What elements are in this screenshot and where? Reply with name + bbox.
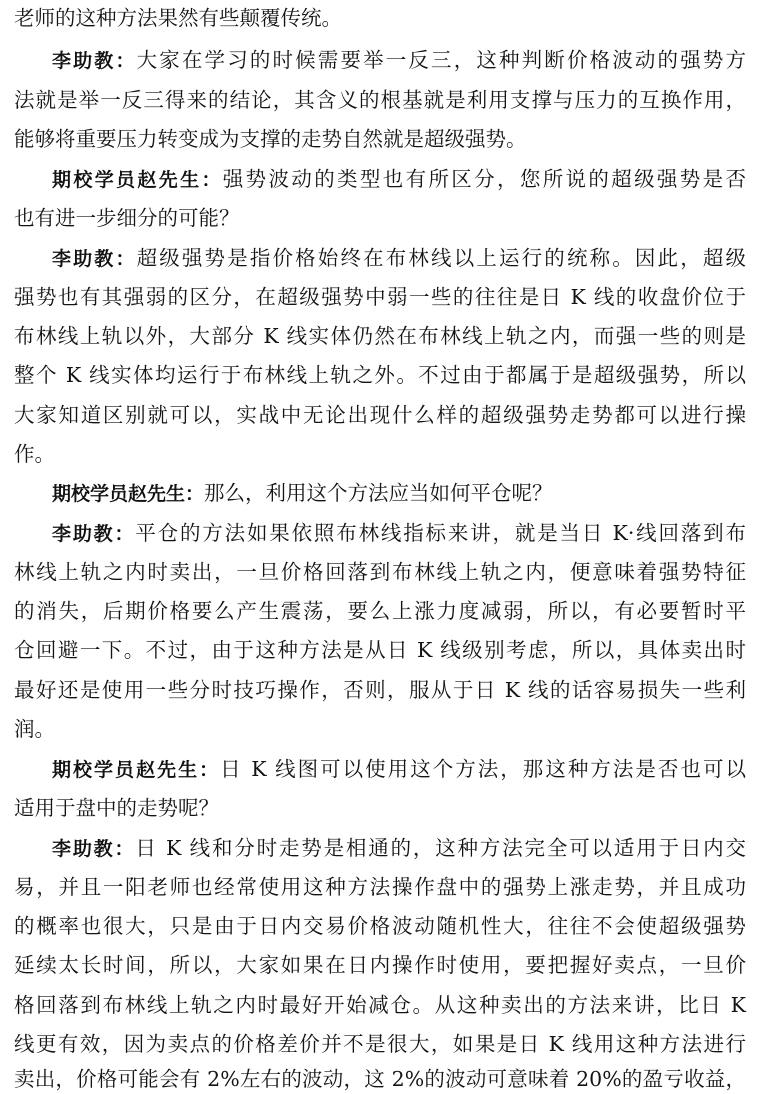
- dialogue-line-student: [52, 164, 746, 194]
- speaker-label: 期校学员赵先生：: [52, 759, 221, 781]
- line-text: 法就是举一反三得来的结论，其含义的根基就是利用支撑与压力的互换作用，: [14, 88, 746, 112]
- line-text: 易，并且一阳老师也经常使用这种方法操作盘中的强势上涨走势，并且成功: [14, 875, 746, 899]
- line-text: 强势波动的类型也有所区分，您所说的超级强势是否: [222, 167, 746, 191]
- line-text: 强势也有其强弱的区分，在超级强势中弱一些的往往是日 K 线的收盘价位于: [14, 285, 746, 309]
- text-line: [14, 714, 746, 744]
- text-line: [14, 635, 746, 665]
- line-text: 卖出，价格可能会有 2%左右的波动，这 2%的波动可意味着 20%的盈亏收益，: [14, 1067, 746, 1091]
- text-line: [14, 990, 746, 1020]
- line-text: 适用于盘中的走势呢？: [14, 796, 219, 820]
- text-line: [14, 400, 746, 430]
- speaker-label: 期校学员赵先生：: [52, 169, 223, 191]
- text-line: [14, 1064, 746, 1094]
- line-text: 最好还是使用一些分时技巧操作，否则，服从于日 K 线的话容易损失一些利: [14, 678, 746, 702]
- speaker-label: 期校学员赵先生：: [52, 483, 205, 505]
- text-line: [14, 321, 746, 351]
- line-text: 格回落到布林线上轨之内时最好开始减仓。从这种卖出的方法来讲，比日 K: [14, 993, 746, 1017]
- line-text: 林线上轨之内时卖出，一旦价格回落到布林线上轨之内，便意味着强势特征: [14, 560, 746, 584]
- text-line: [14, 439, 746, 469]
- line-text: 超级强势是指价格始终在布林线以上运行的统称。因此，超级: [136, 246, 746, 270]
- text-line: [14, 1029, 746, 1059]
- text-line: [14, 596, 746, 626]
- line-text: 老师的这种方法果然有些颠覆传统。: [14, 6, 342, 30]
- text-line: [14, 3, 746, 33]
- line-text: 整个 K 线实体均运行于布林线上轨之外。不过由于都属于是超级强势，所以: [14, 363, 746, 387]
- text-line: [14, 950, 746, 980]
- line-text: 也有进一步细分的可能？: [14, 206, 240, 230]
- speaker-label: 李助教：: [52, 523, 136, 545]
- line-text: 日 K 线和分时走势是相通的，这种方法完全可以适用于日内交: [135, 836, 746, 860]
- dialogue-line-assistant: [52, 833, 746, 863]
- text-line: [14, 911, 746, 941]
- line-text: 仓回避一下。不过，由于这种方法是从日 K 线级别考虑，所以，具体卖出时: [14, 638, 746, 662]
- text-line: [14, 282, 746, 312]
- dialogue-line-assistant: [52, 45, 746, 75]
- line-text: 大家在学习的时候需要举一反三，这种判断价格波动的强势方: [136, 48, 746, 72]
- text-line: [14, 793, 746, 823]
- text-line: [14, 124, 746, 154]
- line-text: 日 K 线图可以使用这个方法，那这种方法是否也可以: [220, 757, 746, 781]
- dialogue-line-student: [52, 478, 746, 508]
- line-text: 线更有效，因为卖点的价格差价并不是很大，如果是日 K 线用这种方法进行: [14, 1032, 746, 1056]
- text-line: [14, 360, 746, 390]
- dialogue-line-student: [52, 754, 746, 784]
- speaker-label: 李助教：: [52, 50, 137, 72]
- line-text: 的消失，后期价格要么产生震荡，要么上涨力度减弱，所以，有必要暂时平: [14, 599, 746, 623]
- text-line: [14, 85, 746, 115]
- line-text: 布林线上轨以外，大部分 K 线实体仍然在布林线上轨之内，而强一些的则是: [14, 324, 746, 348]
- line-text: 润。: [14, 717, 55, 741]
- line-text: 的概率也很大，只是由于日内交易价格波动随机性大，往往不会使超级强势: [14, 914, 746, 938]
- text-line: [14, 675, 746, 705]
- line-text: 大家知道区别就可以，实战中无论出现什么样的超级强势走势都可以进行操: [14, 403, 746, 427]
- text-line: [14, 557, 746, 587]
- speaker-label: 李助教：: [52, 838, 136, 860]
- line-text: 能够将重要压力转变成为支撑的走势自然就是超级强势。: [14, 127, 527, 151]
- text-line: [14, 872, 746, 902]
- dialogue-line-assistant: [52, 518, 746, 548]
- line-text: 延续太长时间，所以，大家如果在日内操作时使用，要把握好卖点，一旦价: [14, 953, 746, 977]
- line-text: 作。: [14, 442, 55, 466]
- line-text: 那么，利用这个方法应当如何平仓呢？: [204, 481, 553, 505]
- speaker-label: 李助教：: [52, 248, 137, 270]
- line-text: 平仓的方法如果依照布林线指标来讲，就是当日 K·线回落到布: [135, 521, 746, 545]
- text-line: [14, 203, 746, 233]
- dialogue-line-assistant: [52, 243, 746, 273]
